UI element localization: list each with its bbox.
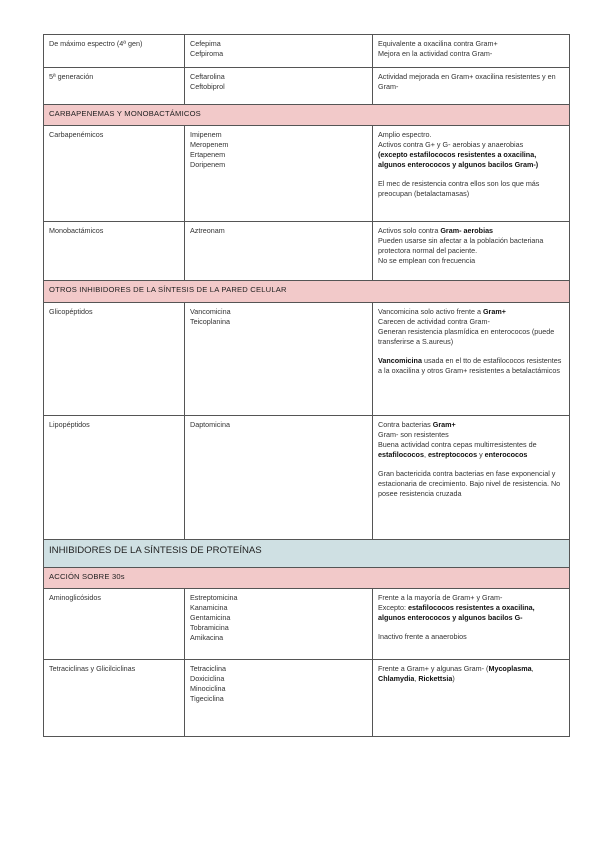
section-title-row: [44, 540, 570, 568]
drugs-cell: Ceftarolina Ceftobiprol: [185, 68, 373, 105]
group-cell: Tetraciclinas y Glicilciclinas: [44, 660, 185, 737]
section-header: ACCIÓN SOBRE 30s: [44, 568, 570, 589]
drugs-cell: Tetraciclina Doxiciclina Minociclina Tigeciclina: [185, 660, 373, 737]
notes-cell: Frente a Gram+ y algunas Gram- (Mycoplasma, Chlamydia, Rickettsia): [373, 660, 570, 737]
drugs-cell: Imipenem Meropenem Ertapenem Doripenem: [185, 126, 373, 222]
notes-cell: Vancomicina solo activo frente a Gram+ Carecen de actividad contra Gram- Generan resistencia plasmídica en enterococos (puede transferirse a S.aureus) Vancomicina usada en el tto de estafilococos resistentes a la oxacilina y otros Gram+ resistentes a betalactámicos: [373, 303, 570, 416]
drugs-cell: Cefepima Cefpiroma: [185, 35, 373, 68]
section-title: INHIBIDORES DE LA SÍNTESIS DE PROTEÍNAS: [44, 540, 570, 568]
notes-cell: Amplio espectro. Activos contra G+ y G- aerobias y anaerobias (excepto estafilococos resistentes a oxacilina, algunos enterococos y algunos bacilos Gram-) El mec de resistencia contra ellos son los que más preocupan (betalactamasas): [373, 126, 570, 222]
group-cell: Monobactámicos: [44, 222, 185, 281]
group-cell: Aminoglicósidos: [44, 589, 185, 660]
drugs-cell: Estreptomicina Kanamicina Gentamicina Tobramicina Amikacina: [185, 589, 373, 660]
group-cell: 5ª generación: [44, 68, 185, 105]
table-row: [44, 126, 570, 222]
table-row: [44, 35, 570, 68]
drugs-cell: Vancomicina Teicoplanina: [185, 303, 373, 416]
table-row: [44, 303, 570, 416]
table-row: [44, 68, 570, 105]
notes-cell: Frente a la mayoría de Gram+ y Gram- Excepto: estafilococos resistentes a oxacilina, algunos enterococos y algunos bacilos G- Inactivo frente a anaerobios: [373, 589, 570, 660]
drugs-cell: Daptomicina: [185, 416, 373, 540]
group-cell: Carbapenémicos: [44, 126, 185, 222]
section-header: OTROS INHIBIDORES DE LA SÍNTESIS DE LA PARED CELULAR: [44, 281, 570, 303]
table-row: [44, 589, 570, 660]
section-header-row: [44, 105, 570, 126]
table-row: [44, 660, 570, 737]
notes-cell: Equivalente a oxacilina contra Gram+ Mejora en la actividad contra Gram-: [373, 35, 570, 68]
notes-cell: Contra bacterias Gram+ Gram- son resistentes Buena actividad contra cepas multirresistentes de estafilococos, estreptococos y enterococos Gran bactericida contra bacterias en fase exponencial y estacionaria de crecimiento. Bajo nivel de resistencia. No posee resistencia cruzada: [373, 416, 570, 540]
table-row: [44, 222, 570, 281]
table-row: [44, 416, 570, 540]
section-header-row: [44, 281, 570, 303]
section-header: CARBAPENEMAS Y MONOBACTÁMICOS: [44, 105, 570, 126]
notes-cell: Actividad mejorada en Gram+ oxacilina resistentes y en Gram-: [373, 68, 570, 105]
group-cell: Glicopéptidos: [44, 303, 185, 416]
group-cell: De máximo espectro (4ª gen): [44, 35, 185, 68]
notes-cell: Activos solo contra Gram- aerobias Pueden usarse sin afectar a la población bacteriana protectora normal del paciente. No se emplean con frecuencia: [373, 222, 570, 281]
group-cell: Lipopéptidos: [44, 416, 185, 540]
antibiotics-table: [43, 34, 570, 737]
drugs-cell: Aztreonam: [185, 222, 373, 281]
section-header-row: [44, 568, 570, 589]
